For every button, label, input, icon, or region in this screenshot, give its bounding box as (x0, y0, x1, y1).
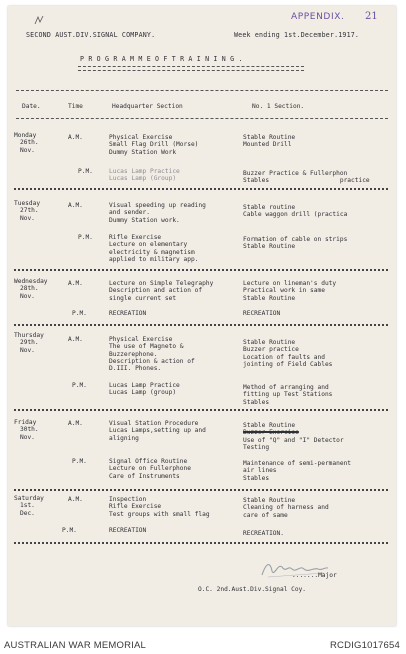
week-ending: Week ending 1st.December.1917. (234, 31, 360, 39)
no1-am-activities: Stable routine Cable waggon drill (practica (243, 204, 348, 219)
hq-am-activities: Visual Station Procedure Lucas Lamps,setting up and aligning (109, 420, 206, 442)
day-date: Wednesday 28th. Nov. (14, 278, 48, 300)
col-hq-header: Headquarter Section (112, 103, 183, 110)
col-no1-header: No. 1 Section. (252, 103, 305, 110)
corner-mark-icon (34, 15, 44, 25)
hq-am-activities: Physical Exercise The use of Magneto & Buzzerephone. Description & action of D.III. Phones. (109, 336, 195, 373)
time-am: A.M. (68, 420, 83, 427)
day-separator (14, 188, 388, 190)
time-am: A.M. (68, 134, 83, 141)
no1-pm-activities: RECREATION (243, 310, 281, 317)
day-date: Monday 26th. Nov. (14, 132, 39, 154)
hq-am-activities: Inspection Rifle Exercise Test groups with small flag (109, 496, 210, 518)
no1-pm-activities: Buzzer Practice & Fullerphon Stables practice (243, 170, 370, 185)
page-number: 21 (365, 11, 378, 22)
time-pm: P.M. (72, 310, 87, 317)
no1-am-activities: Stable Routine Buzzer practice Location of faults and jointing of Field Cables (243, 339, 333, 368)
hq-pm-activities: Signal Office Routine Lecture on Fullerphone Care of Instruments (109, 458, 191, 480)
no1-am-activities: Stable Routine Cleaning of harness and care of same (243, 497, 329, 519)
no1-pm-activities: Method of arranging and fitting up Test Stations Stables (243, 384, 333, 406)
title-underline-2 (78, 70, 304, 71)
hq-pm-activities: Rifle Exercise Lecture on elementary electricity & magnetism applied to military app. (109, 234, 199, 263)
day-date: Thursday 29th. Nov. (14, 332, 44, 354)
day-date: Saturday 1st. Dec. (14, 495, 44, 517)
hq-am-activities: Visual speeding up reading and sender. Dummy Station work. (109, 202, 206, 224)
hq-pm-activities: RECREATION (109, 310, 147, 317)
archive-reference: RCDIG1017654 (330, 640, 400, 651)
time-am: A.M. (68, 336, 83, 343)
unit-name: SECOND AUST.DIV.SIGNAL COMPANY. (26, 31, 156, 39)
signature-title: O.C. 2nd.Aust.Div.Signal Coy. (198, 586, 307, 593)
no1-pm-activities: RECREATION. (243, 530, 284, 537)
no1-pm-activities: Formation of cable on strips Stable Routine (243, 236, 348, 251)
document-page (8, 6, 396, 626)
day-date: Friday 30th. Nov. (14, 419, 39, 441)
col-time-header: Time (68, 103, 83, 110)
hq-am-activities: Lecture on Simple Telegraphy Description and action of single current set (109, 280, 214, 302)
header-rule-bottom (16, 118, 388, 119)
appendix-stamp: APPENDIX. (291, 12, 345, 22)
time-am: A.M. (68, 202, 83, 209)
day-separator (14, 409, 388, 411)
time-am: A.M. (68, 496, 83, 503)
day-separator (14, 542, 388, 544)
signature-rank: .......Major (292, 572, 337, 579)
time-pm: P.M. (72, 382, 87, 389)
no1-am-activities: Stable Routine Mounted Drill (243, 134, 296, 149)
hq-pm-activities: Lucas Lamp Practice Lucas Lamp (Group) (109, 168, 180, 183)
day-date: Tuesday 27th. Nov. (14, 200, 41, 222)
col-date-header: Date. (22, 103, 41, 110)
hq-am-activities: Physical Exercise Small Flag Drill (Morse) Dummy Station Work (109, 134, 199, 156)
time-pm: P.M. (62, 527, 77, 534)
header-rule-top (16, 90, 388, 91)
archive-credit: AUSTRALIAN WAR MEMORIAL (4, 640, 147, 651)
time-am: A.M. (68, 280, 83, 287)
no1-am-activities: Lecture on lineman's duty Practical work in same Stable Routine (243, 280, 337, 302)
time-pm: P.M. (72, 458, 87, 465)
no1-am-activities: Stable Routine Buzzer Exercise Use of "Q" and "I" Detector Testing (243, 422, 344, 451)
day-separator (14, 489, 388, 491)
time-pm: P.M. (78, 168, 93, 175)
day-separator (14, 324, 388, 326)
hq-pm-activities: RECREATION (109, 527, 147, 534)
time-pm: P.M. (78, 234, 93, 241)
day-separator (14, 269, 388, 271)
no1-pm-activities: Maintenance of semi-permanent air lines Stables (243, 460, 352, 482)
title-underline (78, 66, 304, 67)
programme-title: P R O G R A M M E O F T R A I N I N G . (80, 55, 243, 63)
hq-pm-activities: Lucas Lamp Practice Lucas Lamp (group) (109, 382, 180, 397)
